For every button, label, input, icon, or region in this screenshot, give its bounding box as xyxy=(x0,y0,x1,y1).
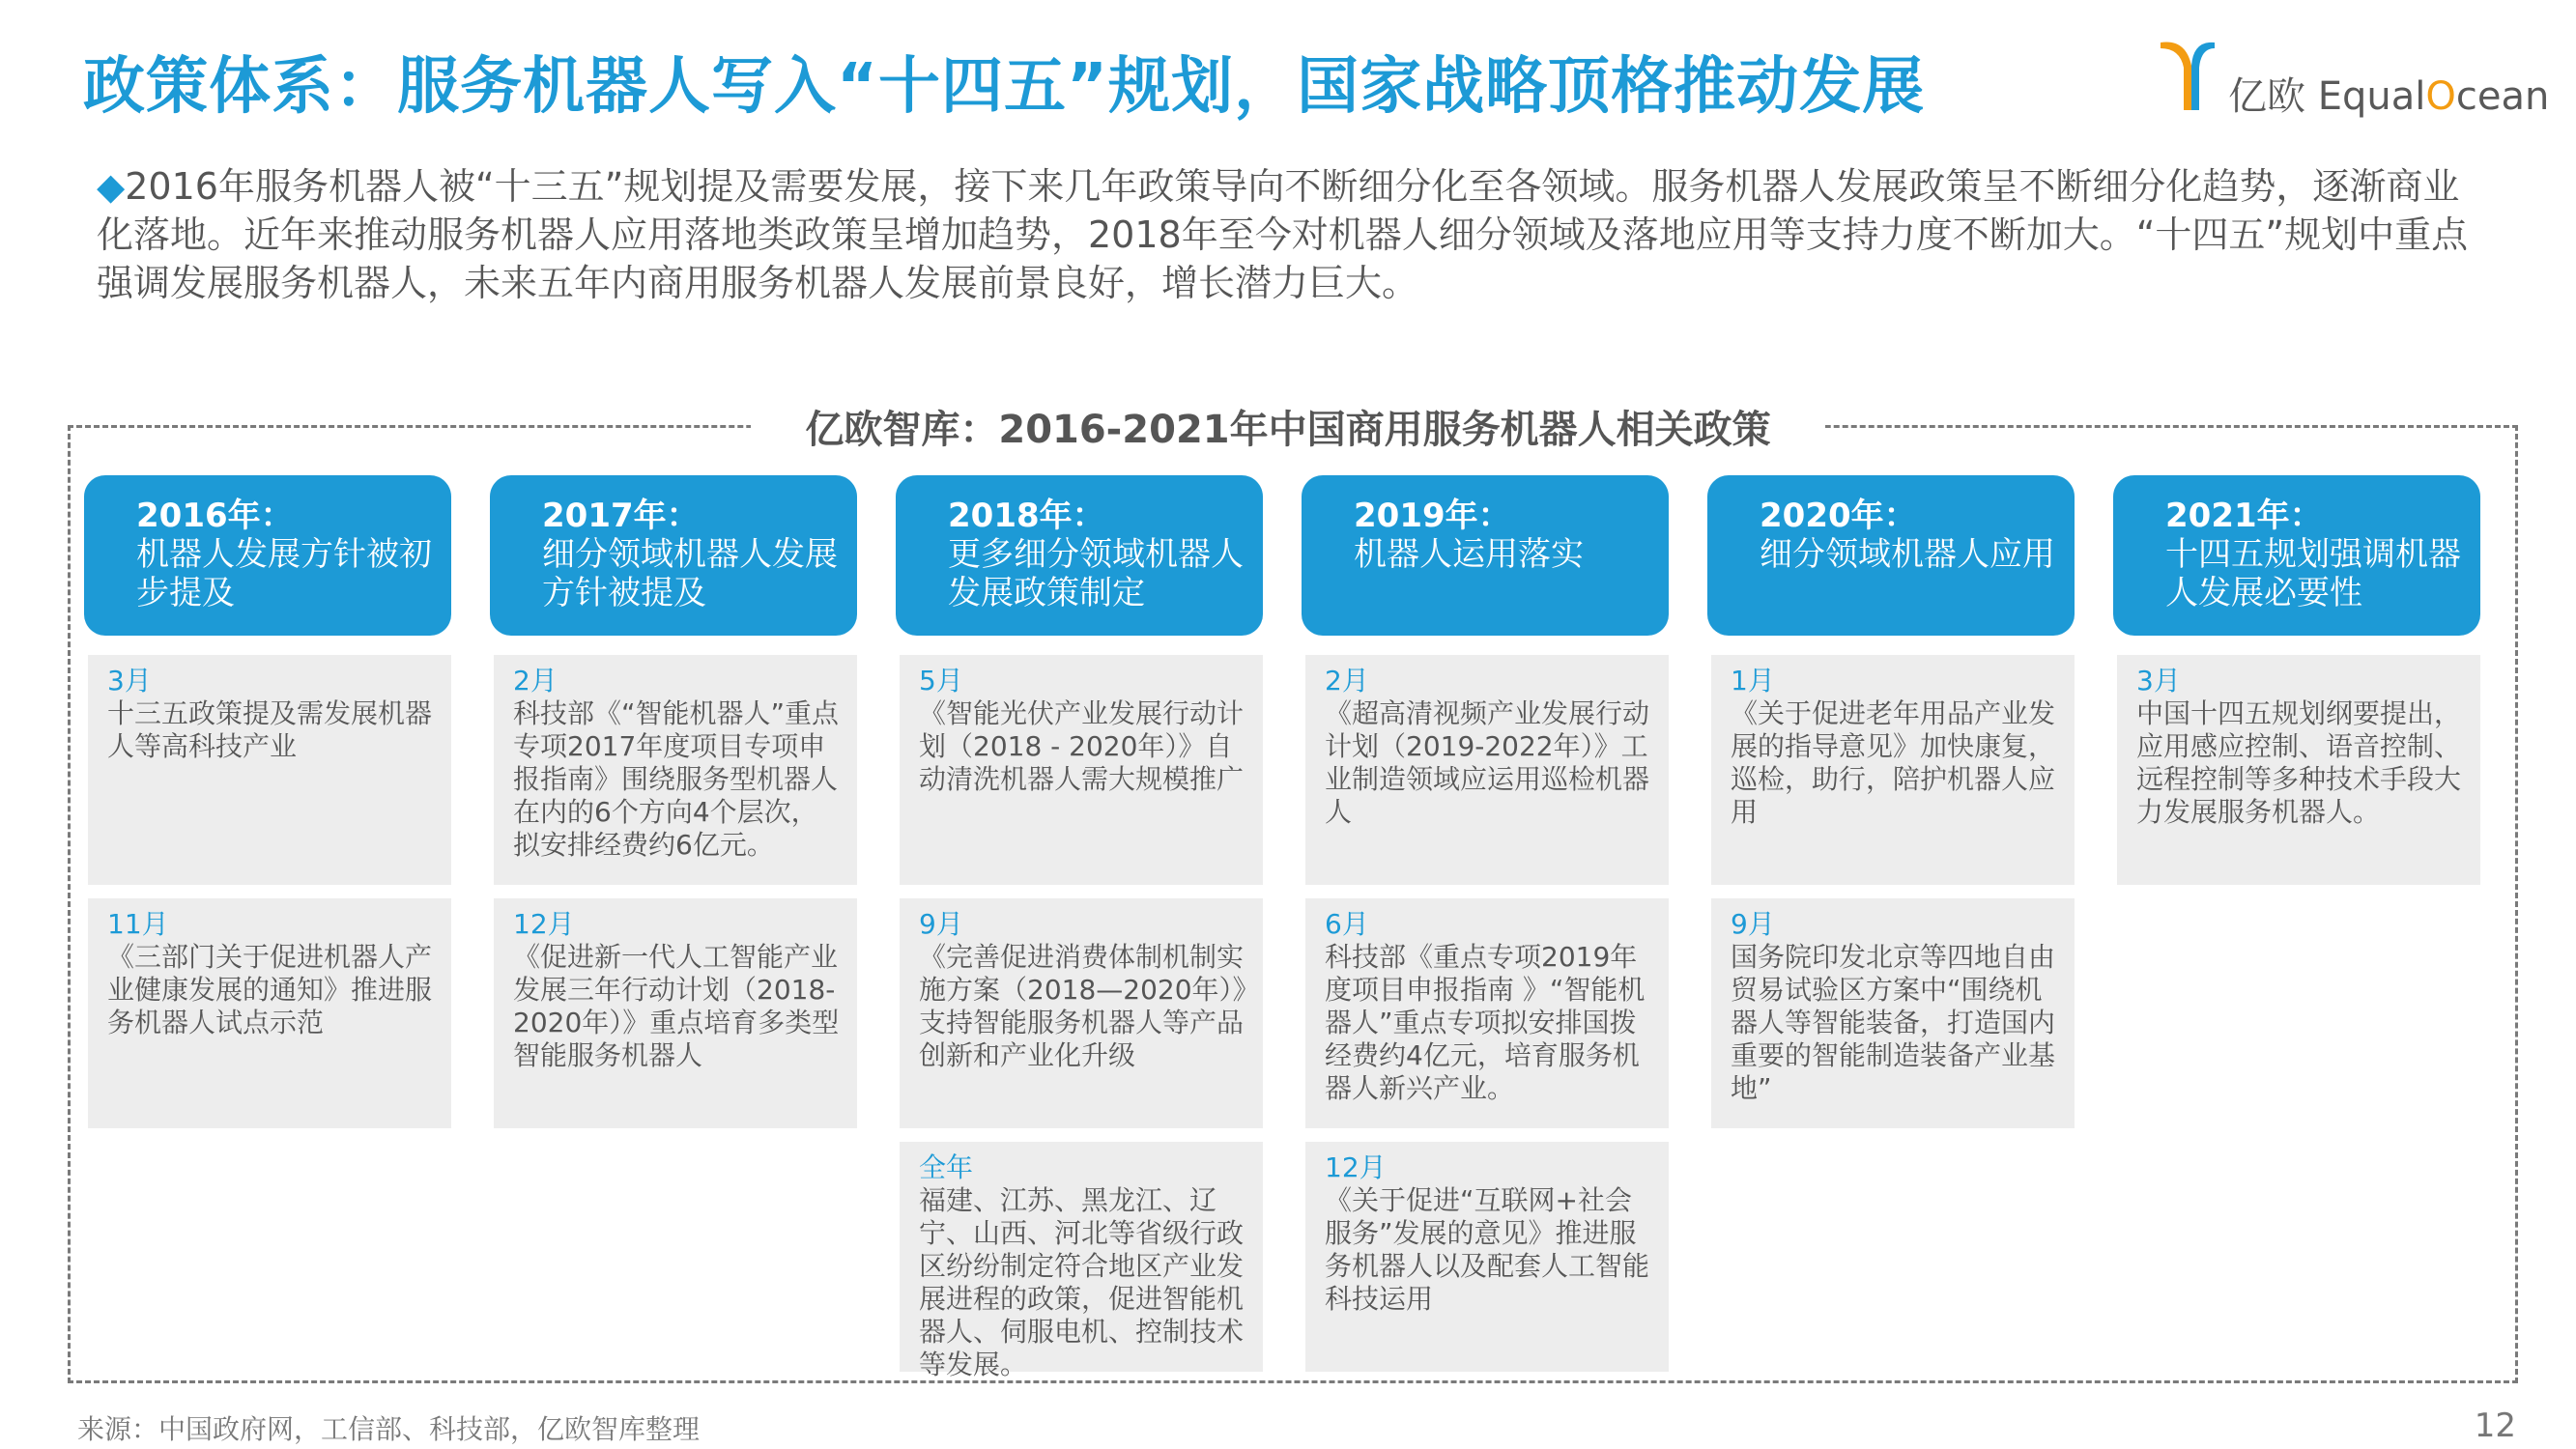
policy-card xyxy=(88,655,451,885)
year-column-2021 xyxy=(2113,475,2480,828)
year-label: 2020年： xyxy=(1760,497,1917,535)
policy-month: 6月 xyxy=(1325,908,1369,940)
policy-month: 12月 xyxy=(513,908,575,940)
policy-card xyxy=(900,1142,1263,1380)
year-header xyxy=(84,475,451,636)
year-theme: 更多细分领域机器人发展政策制定 xyxy=(948,535,1244,612)
policy-text: 《关于促进“互联网+社会服务”发展的意见》推进服务机器人以及配套人工智能科技运用 xyxy=(1325,1184,1650,1315)
intro-text: 2016年服务机器人被“十三五”规划提及需要发展，接下来几年政策导向不断细分化至各领域。服务机器人发展政策呈不断细分化趋势，逐渐商业化落地。近年来推动服务机器人应用落地类政策呈增加趋势，2018年至今对机器人细分领域及落地应用等支持力度不断加大。“十四五”规划中重点强调发展服务机器人，未来五年内商用服务机器人发展前景良好，增长潜力巨大。 xyxy=(97,165,2469,304)
year-label: 2019年： xyxy=(1354,497,1511,535)
year-column-2020 xyxy=(1707,475,2075,1104)
policy-text: 中国十四五规划纲要提出，应用感应控制、语音控制、远程控制等多种技术手段大力发展服务机器人。 xyxy=(2136,697,2462,828)
policy-text: 《促进新一代人工智能产业发展三年行动计划（2018-2020年）》重点培育多类型智能服务机器人 xyxy=(513,941,840,1071)
policy-text: 国务院印发北京等四地自由贸易试验区方案中“围绕机器人等智能装备，打造国内重要的智能制造装备产业基地” xyxy=(1731,941,2056,1104)
year-header xyxy=(896,475,1263,636)
policy-text: 十三五政策提及需发展机器人等高科技产业 xyxy=(107,697,433,762)
year-label: 2017年： xyxy=(542,497,700,535)
policy-card xyxy=(1711,655,2075,885)
year-header xyxy=(1707,475,2075,636)
policy-month: 9月 xyxy=(1731,908,1775,940)
intro-paragraph xyxy=(97,162,2483,307)
policy-card xyxy=(1305,1142,1669,1372)
year-column-2016 xyxy=(84,475,451,1038)
year-theme: 机器人发展方针被初步提及 xyxy=(136,535,432,612)
year-header xyxy=(2113,475,2480,636)
policy-card xyxy=(494,655,857,885)
policy-text: 《完善促进消费体制机制实施方案（2018—2020年）》支持智能服务机器人等产品创新和产业化升级 xyxy=(919,941,1246,1071)
year-label: 2021年： xyxy=(2165,497,2323,535)
policy-card xyxy=(2117,655,2480,885)
policy-card xyxy=(1711,898,2075,1128)
year-theme: 机器人运用落实 xyxy=(1354,535,1584,574)
policy-month: 1月 xyxy=(1731,665,1775,696)
policy-month: 2月 xyxy=(513,665,558,696)
year-header xyxy=(490,475,857,636)
equalocean-logo-icon xyxy=(2157,37,2218,114)
page-title: 政策体系：服务机器人写入“十四五”规划，国家战略顶格推动发展 xyxy=(83,51,1926,123)
page-number: 12 xyxy=(2474,1406,2516,1445)
policy-card xyxy=(494,898,857,1128)
policy-text: 福建、江苏、黑龙江、辽宁、山西、河北等省级行政区纷纷制定符合地区产业发展进程的政策，促进智能机器人、伺服电机、控制技术等发展。 xyxy=(919,1184,1245,1380)
policy-text: 《三部门关于促进机器人产业健康发展的通知》推进服务机器人试点示范 xyxy=(107,941,433,1038)
year-theme: 十四五规划强调机器人发展必要性 xyxy=(2165,535,2461,612)
policy-card xyxy=(1305,898,1669,1128)
policy-month: 3月 xyxy=(107,665,152,696)
policy-card xyxy=(900,655,1263,885)
policy-text: 《关于促进老年用品产业发展的指导意见》加快康复，巡检，助行，陪护机器人应用 xyxy=(1731,697,2056,828)
policy-text: 科技部《“智能机器人”重点专项2017年度项目专项申报指南》围绕服务型机器人在内的6个方向4个层次，拟安排经费约6亿元。 xyxy=(513,697,840,861)
diamond-bullet-icon: ◆ xyxy=(97,165,126,208)
logo xyxy=(2157,37,2550,124)
policy-card xyxy=(88,898,451,1128)
year-theme: 细分领域机器人应用 xyxy=(1760,535,2055,574)
policy-card xyxy=(900,898,1263,1128)
policy-text: 《超高清视频产业发展行动计划（2019-2022年）》工业制造领域应运用巡检机器人 xyxy=(1325,697,1650,828)
policy-text: 《智能光伏产业发展行动计划（2018 - 2020年）》自动清洗机器人需大规模推广 xyxy=(919,697,1245,795)
policy-month: 5月 xyxy=(919,665,963,696)
policy-month: 11月 xyxy=(107,908,169,940)
year-label: 2018年： xyxy=(948,497,1105,535)
year-column-2017 xyxy=(490,475,857,1071)
frame-title: 亿欧智库：2016-2021年中国商用服务机器人相关政策 xyxy=(0,399,2576,454)
policy-month: 全年 xyxy=(919,1151,974,1183)
policy-month: 2月 xyxy=(1325,665,1369,696)
policy-month: 3月 xyxy=(2136,665,2181,696)
year-label: 2016年： xyxy=(136,497,294,535)
year-theme: 细分领域机器人发展方针被提及 xyxy=(542,535,838,612)
logo-text: 亿欧 EqualOcean xyxy=(2228,74,2550,119)
year-header xyxy=(1302,475,1669,636)
policy-text: 科技部《重点专项2019年度项目申报指南 》“智能机器人”重点专项拟安排国拨经费约4亿元，培育服务机器人新兴产业。 xyxy=(1325,941,1646,1104)
source-note: 来源：中国政府网，工信部、科技部，亿欧智库整理 xyxy=(77,1413,701,1445)
policy-month: 12月 xyxy=(1325,1151,1387,1183)
policy-month: 9月 xyxy=(919,908,963,940)
policy-card xyxy=(1305,655,1669,885)
year-column-2018 xyxy=(896,475,1263,1380)
year-column-2019 xyxy=(1302,475,1669,1315)
